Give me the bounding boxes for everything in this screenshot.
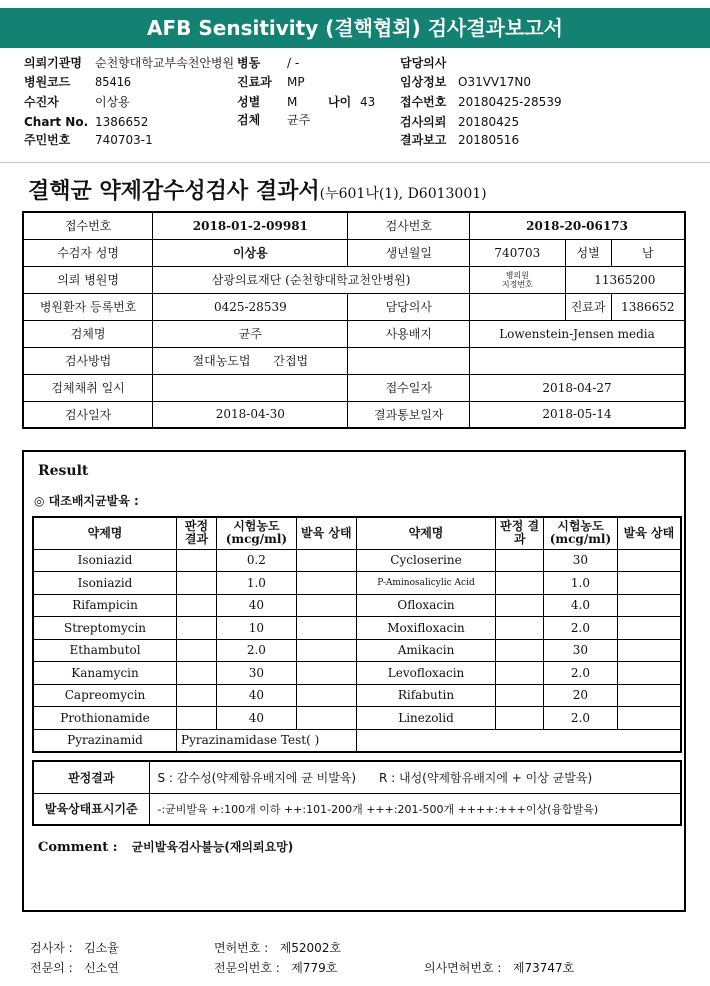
drug-table — [32, 516, 682, 753]
method-empty — [348, 347, 470, 374]
repdate-label: 결과보고 — [400, 133, 447, 147]
th-judge-right: 판정 결과 — [496, 517, 544, 549]
judge — [496, 572, 544, 595]
tester: 김소율 — [84, 941, 119, 955]
table-row-pza — [33, 729, 681, 752]
recv-no: 2018-01-2-09981 — [153, 212, 348, 239]
inst-value: 순천향대학교부속천안병원 — [95, 56, 235, 70]
th-growth-right: 발육 상태 — [617, 517, 681, 549]
judge — [177, 549, 217, 572]
recv-date: 2018-04-27 — [470, 374, 685, 401]
conc: 10 — [216, 617, 296, 640]
license: 제52002호 — [279, 941, 342, 955]
conc: 2.0 — [544, 617, 618, 640]
clinical-label: 임상정보 — [400, 75, 447, 89]
reg-label: 병원환자 등록번호 — [23, 293, 153, 320]
clinical-value: O31VV17N0 — [458, 75, 532, 89]
inst-label: 의뢰기관명 — [24, 56, 82, 70]
growth — [617, 639, 681, 662]
sex-value: M — [287, 95, 298, 109]
rrn-value: 740703-1 — [95, 133, 153, 147]
patient-value: 이상용 — [95, 95, 130, 109]
drug-name: Rifabutin — [356, 684, 496, 707]
specialist-label: 전문의 : — [30, 961, 73, 975]
judge-r: R : 내성(약제함유배지에 + 이상 균발육) — [378, 770, 593, 785]
judge-legend-value — [149, 761, 681, 793]
dept: 1386652 — [611, 293, 685, 320]
pza-test: Pyrazinamidase Test( ) — [177, 729, 357, 752]
conc: 40 — [216, 684, 296, 707]
hospcode-value: 85416 — [95, 75, 132, 89]
conc: 2.0 — [544, 707, 618, 730]
table-row — [33, 639, 681, 662]
growth — [296, 594, 356, 617]
collect-date — [153, 374, 348, 401]
conc: 2.0 — [544, 662, 618, 685]
judge — [177, 639, 217, 662]
judge — [496, 684, 544, 707]
specimen-label: 검체 — [237, 113, 261, 127]
pza-drug: Pyrazinamid — [33, 729, 177, 752]
judge — [496, 662, 544, 685]
spec-no: 제779호 — [291, 961, 338, 975]
patient-label: 수진자 — [24, 95, 59, 109]
drug-name: Levofloxacin — [356, 662, 496, 685]
judge-legend-label: 판정결과 — [33, 761, 149, 793]
reqdate-label: 검사의뢰 — [400, 115, 447, 129]
doctor-label: 담당의사 — [348, 293, 470, 320]
growth — [617, 572, 681, 595]
hospital-name: 삼광의료재단 (순천향대학교천안병원) — [153, 266, 470, 293]
table-row — [33, 684, 681, 707]
conc: 30 — [216, 662, 296, 685]
chart-label: Chart No. — [24, 115, 89, 129]
conc: 4.0 — [544, 594, 618, 617]
drug-name: P-Aminosalicylic Acid — [356, 572, 496, 595]
conc: 40 — [216, 594, 296, 617]
designated-label-1: 병의원 — [505, 270, 529, 280]
judge — [496, 617, 544, 640]
th-drug-right: 약제명 — [356, 517, 496, 549]
tester-label: 검사자 : — [30, 941, 73, 955]
judge — [496, 549, 544, 572]
designated-label — [470, 266, 566, 293]
drug-name: Amikacin — [356, 639, 496, 662]
legend-table — [32, 760, 682, 826]
patient-name: 이상용 — [153, 239, 348, 266]
control-growth-label: ◎ 대조배지균발육 : — [34, 494, 139, 508]
sex-label: 성별 — [237, 95, 261, 109]
specimen-label: 검체명 — [23, 320, 153, 347]
conc: 1.0 — [544, 572, 618, 595]
header-divider — [0, 162, 710, 163]
th-judge-left: 판정 결과 — [177, 517, 217, 549]
doc-license-label: 의사면허번호 : — [424, 961, 502, 975]
drug-name: Ethambutol — [33, 639, 177, 662]
chart-value: 1386652 — [95, 115, 149, 129]
th-drug-left: 약제명 — [33, 517, 177, 549]
conc: 30 — [544, 549, 618, 572]
drug-name: Moxifloxacin — [356, 617, 496, 640]
table-row — [33, 572, 681, 595]
dept-label: 진료과 — [237, 75, 272, 89]
drug-name: Isoniazid — [33, 549, 177, 572]
document-title-code: (누601나(1), D6013001) — [319, 186, 487, 202]
table-row — [33, 594, 681, 617]
table-row — [33, 549, 681, 572]
method — [153, 347, 348, 374]
dept-label: 진료과 — [565, 293, 611, 320]
comment-value: 균비발육검사불능(재의뢰요망) — [131, 840, 294, 854]
document-title-main: 결핵균 약제감수성검사 결과서 — [28, 178, 320, 204]
doctor — [470, 293, 566, 320]
doctor-label: 담당의사 — [400, 56, 447, 70]
sex: 남 — [611, 239, 685, 266]
notify-date: 2018-05-14 — [470, 401, 685, 428]
conc: 40 — [216, 707, 296, 730]
specimen-value: 균주 — [287, 113, 311, 127]
repdate-value: 20180516 — [458, 133, 520, 147]
pza-empty — [356, 729, 681, 752]
growth — [617, 662, 681, 685]
conc: 0.2 — [216, 549, 296, 572]
conc: 1.0 — [216, 572, 296, 595]
drug-name: Ofloxacin — [356, 594, 496, 617]
medium-label: 사용배지 — [348, 320, 470, 347]
conc: 20 — [544, 684, 618, 707]
reg-no: 0425-28539 — [153, 293, 348, 320]
judge — [177, 662, 217, 685]
judge — [496, 639, 544, 662]
ward-value: / - — [287, 56, 300, 70]
comment-label: Comment : — [38, 840, 118, 855]
specialist: 신소연 — [84, 961, 119, 975]
license-label: 면허번호 : — [214, 941, 269, 955]
designated-label-2: 지정번호 — [501, 279, 533, 289]
method-1: 절대농도법 — [192, 354, 251, 368]
notify-label: 결과통보일자 — [348, 401, 470, 428]
result-box — [22, 450, 686, 912]
growth — [617, 684, 681, 707]
test-date-label: 검사일자 — [23, 401, 153, 428]
growth — [617, 594, 681, 617]
drug-name: Linezolid — [356, 707, 496, 730]
drug-name: Prothionamide — [33, 707, 177, 730]
recv-date-label: 접수일자 — [348, 374, 470, 401]
birth-date: 740703 — [470, 239, 566, 266]
method-empty-2 — [470, 347, 685, 374]
growth-legend-value: -:균비발육 +:100개 이하 ++:101-200개 +++:201-500개 ++++:+++이상(융합발육) — [149, 793, 681, 825]
dept-value: MP — [287, 75, 305, 89]
drug-name: Cycloserine — [356, 549, 496, 572]
result-label: Result — [38, 463, 89, 479]
growth-legend-label: 발육상태표시기준 — [33, 793, 149, 825]
drug-name: Rifampicin — [33, 594, 177, 617]
test-date: 2018-04-30 — [153, 401, 348, 428]
drug-name: Capreomycin — [33, 684, 177, 707]
patient-info-table — [22, 211, 686, 429]
hospcode-label: 병원코드 — [24, 75, 71, 89]
sex-label: 성별 — [565, 239, 611, 266]
growth — [296, 662, 356, 685]
drug-name: Isoniazid — [33, 572, 177, 595]
recv-no-label: 접수번호 — [23, 212, 153, 239]
table-row — [33, 662, 681, 685]
judge — [177, 617, 217, 640]
reqdate-value: 20180425 — [458, 115, 520, 129]
table-row — [33, 617, 681, 640]
age-value: 43 — [360, 95, 376, 109]
age-label: 나이 — [328, 95, 352, 109]
growth — [296, 617, 356, 640]
document-title — [28, 174, 487, 205]
th-conc-right: 시험농도 (mcg/ml) — [544, 517, 618, 549]
judge — [177, 572, 217, 595]
growth — [617, 707, 681, 730]
doc-license: 제73747호 — [512, 961, 575, 975]
judge — [496, 594, 544, 617]
name-label: 수검자 성명 — [23, 239, 153, 266]
table-row — [33, 707, 681, 730]
th-conc-left: 시험농도 (mcg/ml) — [216, 517, 296, 549]
drug-name: Streptomycin — [33, 617, 177, 640]
spec-no-label: 전문의번호 : — [214, 961, 280, 975]
judge — [496, 707, 544, 730]
medium: Lowenstein-Jensen media — [470, 320, 685, 347]
conc: 30 — [544, 639, 618, 662]
drug-name: Kanamycin — [33, 662, 177, 685]
designated-no: 11365200 — [565, 266, 685, 293]
growth — [296, 549, 356, 572]
ward-label: 병동 — [237, 56, 261, 70]
test-no-label: 검사번호 — [348, 212, 470, 239]
accno-label: 접수번호 — [400, 95, 447, 109]
collect-label: 검체채취 일시 — [23, 374, 153, 401]
judge — [177, 707, 217, 730]
accno-value: 20180425-28539 — [458, 95, 562, 109]
judge — [177, 594, 217, 617]
growth — [296, 707, 356, 730]
rrn-label: 주민번호 — [24, 133, 71, 147]
growth — [296, 639, 356, 662]
specimen: 균주 — [153, 320, 348, 347]
method-2: 간접법 — [273, 354, 309, 368]
judge — [177, 684, 217, 707]
judge-s: S : 감수성(약제함유배지에 균 비발육) — [157, 770, 357, 785]
report-title: AFB Sensitivity (결핵협회) 검사결과보고서 — [0, 8, 710, 48]
growth — [617, 617, 681, 640]
th-growth-left: 발육 상태 — [296, 517, 356, 549]
growth — [617, 549, 681, 572]
growth — [296, 684, 356, 707]
conc: 2.0 — [216, 639, 296, 662]
growth — [296, 572, 356, 595]
method-label: 검사방법 — [23, 347, 153, 374]
birth-label: 생년월일 — [348, 239, 470, 266]
hosp-label: 의뢰 병원명 — [23, 266, 153, 293]
test-no: 2018-20-06173 — [470, 212, 685, 239]
comment — [38, 838, 293, 855]
